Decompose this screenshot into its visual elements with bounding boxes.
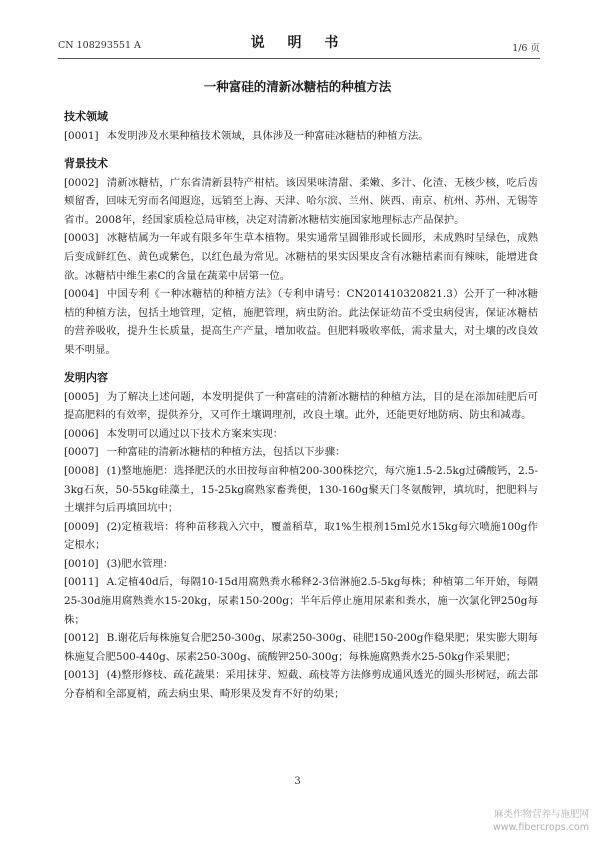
- paragraph: [64, 629, 538, 666]
- paragraph: [64, 573, 538, 629]
- paragraph-text: (2)定植栽培：将种苗移栽入穴中，覆盖稻草，取1%生根剂15ml兑水15kg每穴喷施100g作定根水；: [64, 520, 538, 552]
- paragraph-number: [0011]: [64, 576, 99, 589]
- paragraph: [64, 285, 538, 359]
- paragraph: [64, 555, 538, 574]
- paragraph: [64, 229, 538, 285]
- paragraph: [64, 174, 538, 230]
- paragraph-text: (3)肥水管理：: [106, 557, 174, 570]
- paragraph-number: [0007]: [64, 446, 99, 459]
- paragraph-number: [0013]: [64, 669, 99, 682]
- paragraph-text: (1)整地施肥：选择肥沃的水田按每亩种植200-300株挖穴，每穴施1.5-2.5kg过磷酸钙，2.5-3kg石灰，50-55kg硅藻土，15-25kg腐熟家畜粪便，130-160g聚天门冬氨酸钾，填坑时，把肥料与土壤拌匀后再填回坑中；: [64, 464, 538, 515]
- paragraph-number: [0005]: [64, 390, 99, 403]
- paragraph-text: 清新冰糖桔，广东省清新县特产柑桔。该因果味清甜、柔嫩、多汁、化渣、无核少核，吃后齿颊留香，回味无穷而名闻遐迩，远销至上海、天津、哈尔滨、兰州、陕西、南京、杭州、苏州、无锡等省市。2008年，经国家质检总局审核，决定对清新冰糖桔实施国家地理标志产品保护。: [64, 176, 538, 226]
- paragraph-number: [0002]: [64, 176, 99, 189]
- section-heading: 背景技术: [64, 156, 108, 170]
- page-header: [58, 30, 540, 54]
- paragraph-text: 中国专利《一种冰糖桔的种植方法》（专利申请号：CN201410320821.3）公开了一种冰糖桔的种植方法，包括土地管理，定植，施肥管理，病虫防治。此法保证幼苗不受虫病侵害，保证冰糖桔的营养吸收，提升生长质量，提高生产产量，增加收益。但肥料吸收率低，需求量大，对土壤的改良效果不明显。: [64, 288, 538, 356]
- section-heading: 技术领域: [64, 110, 108, 123]
- paragraph-number: [0009]: [64, 520, 99, 533]
- paragraph-number: [0008]: [64, 464, 99, 477]
- paragraph: [64, 127, 538, 146]
- paragraph: [64, 443, 538, 462]
- header-divider: [58, 58, 540, 59]
- paragraph-number: [0006]: [64, 427, 99, 440]
- paragraph: [64, 462, 538, 518]
- paragraph: [64, 388, 538, 425]
- paragraph: [64, 425, 538, 444]
- paragraph-text: 本发明可以通过以下技术方案来实现：: [106, 427, 284, 440]
- paragraph-text: B.谢花后每株施复合肥250-300g、尿素250-300g、硅肥150-200g作稳果肥；果实膨大期每株施复合肥500-440g、尿素250-300g、硫酸钾250-300g；每株施腐熟粪水25-50kg作采果肥；: [64, 632, 538, 663]
- paragraph-text: 一种富硅的清新冰糖桔的种植方法，包括以下步骤：: [106, 446, 346, 459]
- paragraph-text: 本发明涉及水果种植技术领域，具体涉及一种富硅冰糖桔的种植方法。: [106, 130, 429, 142]
- paragraph-number: [0012]: [64, 632, 99, 645]
- paragraph-number: [0003]: [64, 232, 99, 245]
- section-summary: [64, 369, 538, 704]
- page-number: 3: [294, 776, 301, 787]
- document-type-title: 说 明 书: [250, 35, 348, 51]
- page-indicator: 1/6 页: [512, 43, 540, 54]
- paragraph-number: [0010]: [64, 557, 99, 570]
- paragraph: [64, 666, 538, 703]
- publication-number: CN 108293551 A: [58, 40, 141, 51]
- watermark-line: 麻类作物营养与施肥网: [493, 809, 589, 820]
- paragraph-text: (4)整形修枝、疏花蔬果：采用抹芽、短截、疏枝等方法修剪成通风透光的圆头形树冠，疏去部分春梢和全部夏梢，疏去病虫果、畸形果及发育不好的幼果；: [64, 669, 538, 701]
- watermark-url: www.fibercrops.com: [492, 822, 589, 833]
- document-body: [64, 108, 538, 704]
- paragraph-text: 为了解决上述问题，本发明提供了一种富硅的清新冰糖桔的种植方法，目的是在添加硅肥后可提高肥料的有效率，提供养分，又可作土壤调理剂，改良土壤。此外，还能更好地防病、防虫和减毒。: [64, 390, 538, 422]
- section-background-art: [64, 155, 538, 360]
- paragraph: [64, 518, 538, 555]
- watermark: [493, 808, 589, 834]
- section-heading: 发明内容: [64, 370, 108, 384]
- paragraph-number: [0004]: [64, 288, 99, 301]
- invention-title: 一种富硅的清新冰糖桔的种植方法: [203, 79, 392, 94]
- paragraph-number: [0001]: [64, 130, 99, 142]
- paragraph-text: 冰糖桔属为一年或有限多年生草本植物。果实通常呈圆锥形或长圆形，未成熟时呈绿色，成熟后变成鲜红色、黄色或紫色，以红色最为常见。冰糖桔的果实因果皮含有冰糖桔素而有辣味，能增进食欲。冰糖桔中维生素C的含量在蔬菜中居第一位。: [64, 232, 538, 282]
- section-technical-field: [64, 108, 538, 146]
- paragraph-text: A.定植40d后，每隔10-15d用腐熟粪水稀释2-3倍淋施2.5-5kg每株；种植第二年开始，每隔25-30d施用腐熟粪水15-20kg，尿素150-200g；半年后停止施用尿素和粪水，施一次氯化钾250g每株；: [64, 576, 538, 626]
